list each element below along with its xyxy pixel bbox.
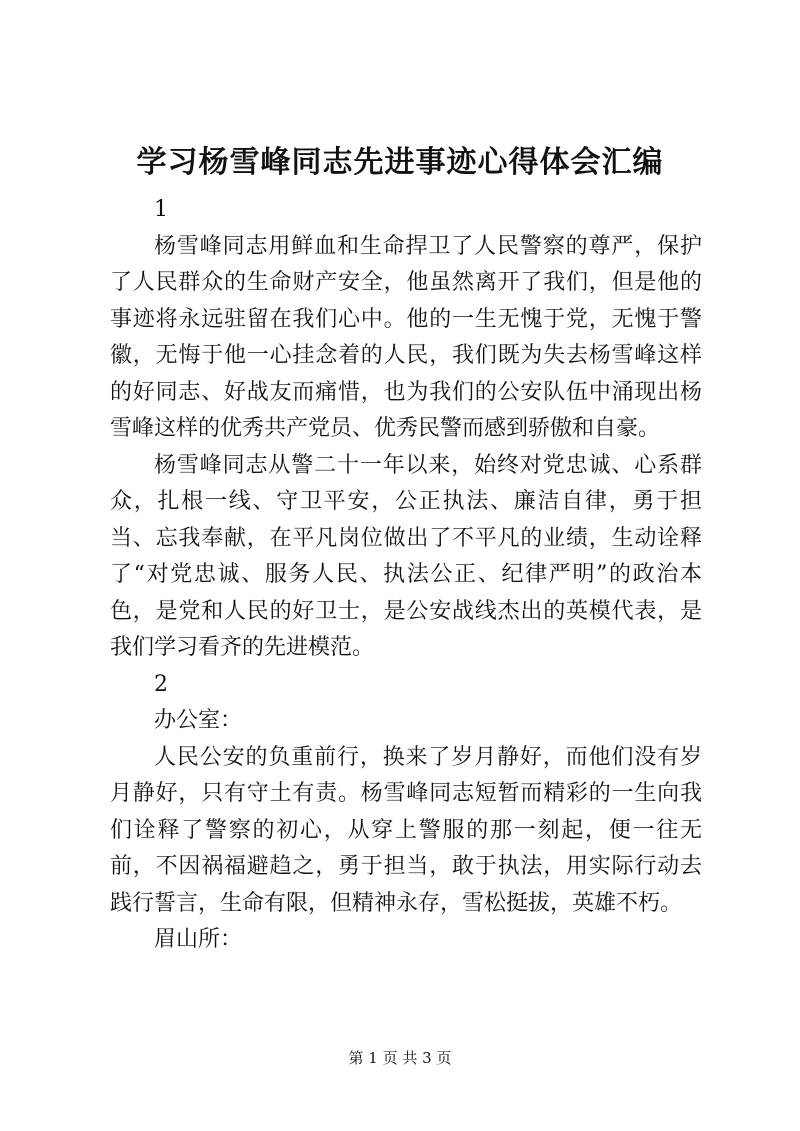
paragraph: 杨雪峰同志从警二十一年以来，始终对党忠诚、心系群众，扎根一线、守卫平安，公正执法、廉洁自律，勇于担当、忘我奉献，在平凡岗位做出了不平凡的业绩，生动诠释了“对党忠诚、服务人民、执法公正、纪律严明”的政治本色，是党和人民的好卫士，是公安战线杰出的英模代表，是我们学习看齐的先进模范。: [110, 452, 702, 660]
paragraph: 人民公安的负重前行，换来了岁月静好，而他们没有岁月静好，只有守土有责。杨雪峰同志短暂而精彩的一生向我们诠释了警察的初心，从穿上警服的那一刻起，便一往无前，不因祸福避趋之，勇于担当，敢于执法，用实际行动去践行誓言，生命有限，但精神永存，雪松挺拔，英雄不朽。: [110, 744, 702, 916]
speaker-label: 办公室：: [154, 708, 243, 733]
paragraph: 杨雪峰同志用鲜血和生命捍卫了人民警察的尊严，保护了人民群众的生命财产安全，他虽然离开了我们，但是他的事迹将永远驻留在我们心中。他的一生无愧于党，无愧于警徽，无悔于他一心挂念着的人民，我们既为失去杨雪峰这样的好同志、好战友而痛惜，也为我们的公安队伍中涌现出杨雪峰这样的优秀共产党员、优秀民警而感到骄傲和自豪。: [110, 233, 702, 441]
document-body: [110, 192, 702, 959]
page-footer: 第 1 页 共 3 页: [348, 1049, 452, 1067]
document-title: 学习杨雪峰同志先进事迹心得体会汇编: [136, 145, 664, 180]
section-number: 2: [154, 671, 168, 697]
speaker-label: 眉山所：: [154, 927, 243, 952]
section-number: 1: [154, 197, 168, 222]
